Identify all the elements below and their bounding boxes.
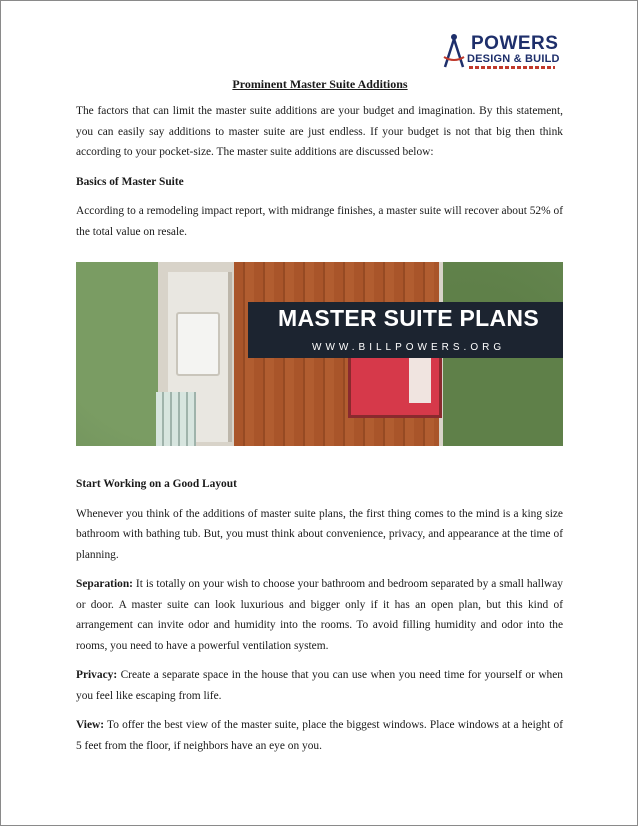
window — [156, 392, 196, 446]
image-banner — [248, 302, 563, 358]
logo-tagline: DESIGN & BUILD — [467, 53, 560, 65]
basics-paragraph: According to a remodeling impact report, with midrange finishes, a master suite will recover about 52% of the total value on resale. — [76, 205, 563, 238]
master-suite-plan-image — [76, 262, 563, 446]
separation-paragraph — [76, 574, 563, 656]
privacy-label: Privacy: — [76, 669, 118, 681]
bathtub — [176, 312, 220, 376]
logo-wordmark: POWERS — [471, 33, 559, 54]
view-paragraph — [76, 715, 563, 756]
logo-underline — [469, 66, 555, 69]
bathroom-area — [168, 272, 232, 442]
compass-icon — [441, 33, 467, 69]
section-heading-layout: Start Working on a Good Layout — [76, 478, 237, 490]
banner-url: WWW.BILLPOWERS.ORG — [312, 342, 506, 353]
intro-paragraph: The factors that can limit the master suite additions are your budget and imagination. By this statement, you can easily say additions to master suite are just endless. If your budget is not that big then think according to your pocket-size. The master suite additions are discussed below: — [76, 105, 563, 158]
view-label: View: — [76, 719, 105, 731]
separation-text: It is totally on your wish to choose your bathroom and bedroom separated by a small hallway or door. A master suite can look luxurious and bigger only if it has an open plan, but this kind of arrangement can invite odor and humidity into the rooms. To avoid filling humidity and odor into the rooms, you need to have a powerful ventilation system. — [76, 578, 563, 652]
company-logo — [441, 31, 561, 71]
document-body — [76, 101, 563, 765]
pillow — [409, 353, 431, 403]
privacy-paragraph — [76, 665, 563, 706]
section-heading-basics: Basics of Master Suite — [76, 175, 184, 188]
view-text: To offer the best view of the master suite, place the biggest windows. Place windows at a height of 5 feet from the floor, if neighbors have an eye on you. — [76, 719, 563, 752]
separation-label: Separation: — [76, 578, 133, 590]
banner-title: MASTER SUITE PLANS — [278, 305, 539, 331]
layout-paragraph: Whenever you think of the additions of master suite plans, the first thing comes to the mind is a king size bathroom with bathing tub. But, you must think about convenience, privacy, and appearance at the time of planning. — [76, 507, 563, 561]
page-title: Prominent Master Suite Additions — [232, 77, 408, 91]
privacy-text: Create a separate space in the house that you can use when you need time for yourself or when you feel like escaping from life. — [76, 669, 563, 702]
